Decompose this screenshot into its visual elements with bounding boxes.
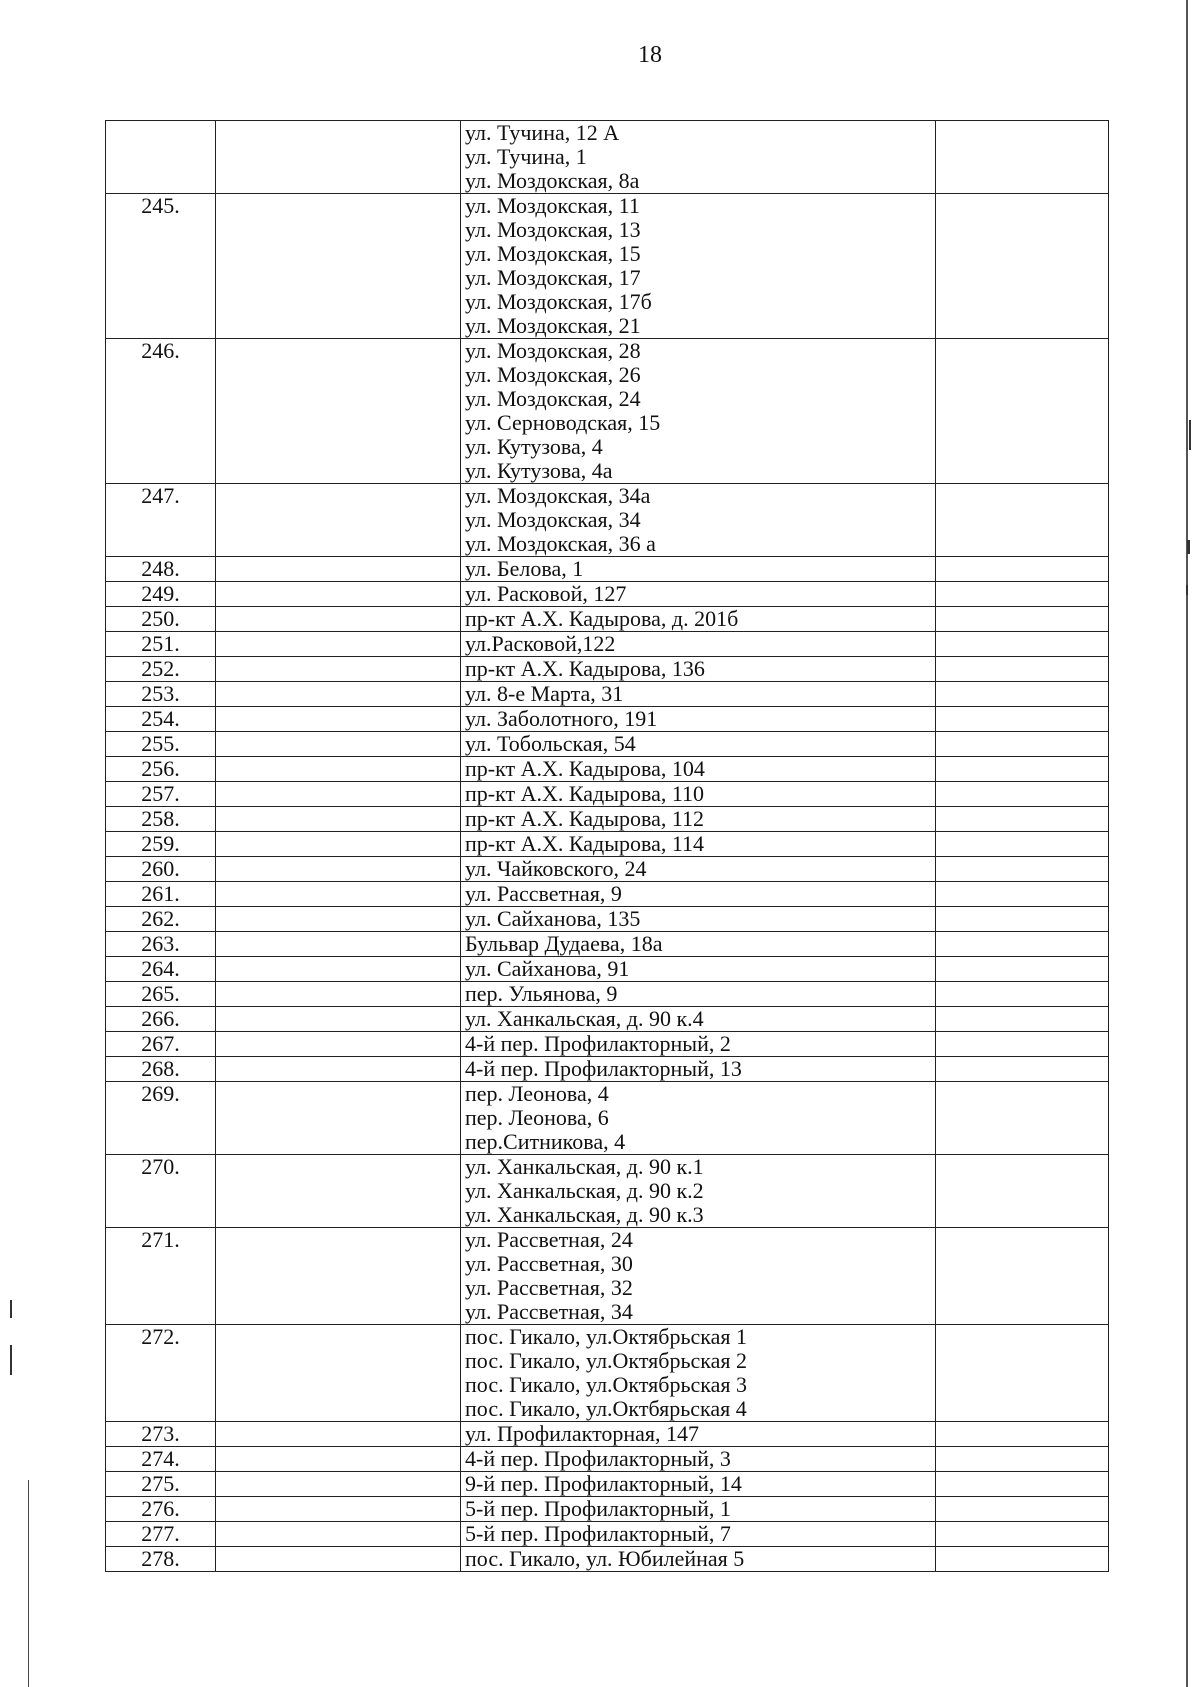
address-cell — [461, 1547, 936, 1572]
address-cell — [461, 1447, 936, 1472]
empty-cell — [216, 732, 461, 757]
address-cell — [461, 832, 936, 857]
address-line: ул. Ханкальская, д. 90 к.3 — [465, 1202, 704, 1227]
address-cell — [461, 957, 936, 982]
empty-cell — [936, 121, 1109, 194]
empty-cell — [936, 882, 1109, 907]
table-row — [106, 1522, 1109, 1547]
row-number: 264. — [106, 957, 216, 982]
row-number: 249. — [106, 582, 216, 607]
address-line: ул. Моздокская, 21 — [465, 313, 641, 338]
address-line: ул. Рассветная, 32 — [465, 1275, 633, 1300]
address-cell — [461, 1522, 936, 1547]
address-cell — [461, 1422, 936, 1447]
table-row — [106, 1547, 1109, 1572]
address-line: ул. Рассветная, 9 — [465, 881, 622, 906]
empty-cell — [216, 1447, 461, 1472]
address-line: ул.Расковой,122 — [465, 631, 616, 656]
table-row — [106, 907, 1109, 932]
address-table-body — [106, 121, 1109, 1572]
scan-speck — [1189, 420, 1191, 450]
table-row — [106, 1497, 1109, 1522]
table-row — [106, 682, 1109, 707]
address-line: ул. Моздокская, 17б — [465, 289, 652, 314]
address-line: ул. Сайханова, 91 — [465, 956, 630, 981]
table-row — [106, 339, 1109, 484]
empty-cell — [936, 632, 1109, 657]
row-number: 253. — [106, 682, 216, 707]
empty-cell — [936, 782, 1109, 807]
address-cell — [461, 1155, 936, 1228]
empty-cell — [936, 957, 1109, 982]
address-line: 4-й пер. Профилакторный, 13 — [465, 1056, 742, 1081]
empty-cell — [936, 857, 1109, 882]
address-cell — [461, 1032, 936, 1057]
address-cell — [461, 882, 936, 907]
empty-cell — [216, 607, 461, 632]
empty-cell — [216, 632, 461, 657]
address-line: ул. Ханкальская, д. 90 к.4 — [465, 1006, 704, 1031]
row-number: 248. — [106, 557, 216, 582]
table-row — [106, 632, 1109, 657]
empty-cell — [216, 857, 461, 882]
empty-cell — [216, 882, 461, 907]
row-number: 250. — [106, 607, 216, 632]
row-number: 252. — [106, 657, 216, 682]
table-row — [106, 1057, 1109, 1082]
address-line: пер.Ситникова, 4 — [465, 1129, 626, 1154]
address-line: ул. Серноводская, 15 — [465, 410, 661, 435]
address-line: ул. Тучина, 1 — [465, 144, 587, 169]
table-row — [106, 1447, 1109, 1472]
address-line: ул. Моздокская, 26 — [465, 362, 641, 387]
row-number: 260. — [106, 857, 216, 882]
scan-speck — [10, 1300, 12, 1318]
empty-cell — [936, 707, 1109, 732]
empty-cell — [216, 339, 461, 484]
table-row — [106, 757, 1109, 782]
empty-cell — [936, 1447, 1109, 1472]
address-cell — [461, 339, 936, 484]
row-number: 270. — [106, 1155, 216, 1228]
empty-cell — [216, 1497, 461, 1522]
empty-cell — [216, 1032, 461, 1057]
empty-cell — [216, 682, 461, 707]
row-number — [106, 121, 216, 194]
empty-cell — [936, 1032, 1109, 1057]
address-line: пр-кт А.Х. Кадырова, 110 — [465, 781, 705, 806]
address-cell — [461, 1228, 936, 1325]
empty-cell — [216, 1057, 461, 1082]
row-number: 262. — [106, 907, 216, 932]
empty-cell — [936, 557, 1109, 582]
empty-cell — [936, 757, 1109, 782]
address-line: 5-й пер. Профилакторный, 7 — [465, 1521, 731, 1546]
address-table — [105, 120, 1109, 1572]
address-cell — [461, 1325, 936, 1422]
table-row — [106, 882, 1109, 907]
empty-cell — [936, 607, 1109, 632]
empty-cell — [936, 1228, 1109, 1325]
address-line: ул. Чайковского, 24 — [465, 856, 647, 881]
empty-cell — [936, 1422, 1109, 1447]
table-row — [106, 957, 1109, 982]
address-line: ул. Моздокская, 34 — [465, 507, 641, 532]
row-number: 251. — [106, 632, 216, 657]
address-line: пос. Гикало, ул.Октябрьская 1 — [465, 1324, 748, 1349]
empty-cell — [936, 1007, 1109, 1032]
empty-cell — [216, 957, 461, 982]
address-cell — [461, 732, 936, 757]
row-number: 246. — [106, 339, 216, 484]
row-number: 247. — [106, 484, 216, 557]
row-number: 263. — [106, 932, 216, 957]
address-line: Бульвар Дудаева, 18а — [465, 931, 663, 956]
address-line: 5-й пер. Профилакторный, 1 — [465, 1496, 731, 1521]
table-row — [106, 121, 1109, 194]
address-cell — [461, 632, 936, 657]
address-line: ул. Тучина, 12 А — [465, 120, 620, 145]
address-cell — [461, 607, 936, 632]
address-line: 4-й пер. Профилакторный, 3 — [465, 1446, 731, 1471]
empty-cell — [936, 832, 1109, 857]
row-number: 271. — [106, 1228, 216, 1325]
empty-cell — [216, 782, 461, 807]
address-cell — [461, 982, 936, 1007]
address-line: 4-й пер. Профилакторный, 2 — [465, 1031, 731, 1056]
address-line: ул. Ханкальская, д. 90 к.1 — [465, 1154, 704, 1179]
address-line: ул. Моздокская, 13 — [465, 217, 641, 242]
address-line: ул. Моздокская, 15 — [465, 241, 641, 266]
address-cell — [461, 807, 936, 832]
table-row — [106, 1007, 1109, 1032]
address-line: пос. Гикало, ул.Октбярьская 4 — [465, 1396, 747, 1421]
address-cell — [461, 1472, 936, 1497]
address-line: пр-кт А.Х. Кадырова, д. 201б — [465, 606, 739, 631]
table-row — [106, 707, 1109, 732]
row-number: 267. — [106, 1032, 216, 1057]
address-cell — [461, 682, 936, 707]
address-cell — [461, 121, 936, 194]
empty-cell — [936, 1155, 1109, 1228]
empty-cell — [216, 832, 461, 857]
empty-cell — [216, 757, 461, 782]
empty-cell — [936, 1522, 1109, 1547]
address-cell — [461, 857, 936, 882]
row-number: 276. — [106, 1497, 216, 1522]
address-cell — [461, 194, 936, 339]
empty-cell — [216, 707, 461, 732]
scan-speck — [1186, 585, 1188, 595]
table-row — [106, 732, 1109, 757]
table-row — [106, 807, 1109, 832]
row-number: 269. — [106, 1082, 216, 1155]
address-cell — [461, 1007, 936, 1032]
empty-cell — [936, 1325, 1109, 1422]
scan-speck — [10, 1345, 12, 1375]
empty-cell — [216, 1325, 461, 1422]
address-line: ул. Моздокская, 36 а — [465, 531, 656, 556]
address-cell — [461, 707, 936, 732]
empty-cell — [216, 557, 461, 582]
row-number: 255. — [106, 732, 216, 757]
address-cell — [461, 1497, 936, 1522]
empty-cell — [216, 1155, 461, 1228]
address-cell — [461, 932, 936, 957]
empty-cell — [936, 484, 1109, 557]
address-line: ул. 8-е Марта, 31 — [465, 681, 624, 706]
address-line: ул. Моздокская, 34а — [465, 483, 651, 508]
empty-cell — [216, 1472, 461, 1497]
empty-cell — [216, 1228, 461, 1325]
table-row — [106, 782, 1109, 807]
empty-cell — [936, 339, 1109, 484]
empty-cell — [936, 1057, 1109, 1082]
address-cell — [461, 1057, 936, 1082]
empty-cell — [936, 582, 1109, 607]
address-line: ул. Сайханова, 135 — [465, 906, 641, 931]
empty-cell — [936, 907, 1109, 932]
table-row — [106, 857, 1109, 882]
table-row — [106, 1472, 1109, 1497]
row-number: 266. — [106, 1007, 216, 1032]
address-line: ул. Белова, 1 — [465, 556, 584, 581]
empty-cell — [216, 982, 461, 1007]
address-line: пр-кт А.Х. Кадырова, 104 — [465, 756, 705, 781]
address-line: ул. Тобольская, 54 — [465, 731, 636, 756]
row-number: 245. — [106, 194, 216, 339]
address-line: пер. Леонова, 4 — [465, 1081, 609, 1106]
row-number: 272. — [106, 1325, 216, 1422]
empty-cell — [216, 582, 461, 607]
row-number: 273. — [106, 1422, 216, 1447]
table-row — [106, 1325, 1109, 1422]
address-line: ул. Ханкальская, д. 90 к.2 — [465, 1178, 704, 1203]
address-line: пр-кт А.Х. Кадырова, 114 — [465, 831, 705, 856]
empty-cell — [216, 194, 461, 339]
table-row — [106, 982, 1109, 1007]
address-cell — [461, 582, 936, 607]
table-row — [106, 1155, 1109, 1228]
empty-cell — [216, 807, 461, 832]
table-row — [106, 194, 1109, 339]
empty-cell — [216, 1422, 461, 1447]
address-cell — [461, 782, 936, 807]
empty-cell — [936, 657, 1109, 682]
row-number: 275. — [106, 1472, 216, 1497]
empty-cell — [936, 1472, 1109, 1497]
table-row — [106, 557, 1109, 582]
scan-speck — [1187, 540, 1190, 554]
address-line: ул. Рассветная, 30 — [465, 1251, 633, 1276]
address-line: пер. Леонова, 6 — [465, 1105, 609, 1130]
table-row — [106, 832, 1109, 857]
page-number: 18 — [638, 42, 662, 68]
row-number: 274. — [106, 1447, 216, 1472]
table-row — [106, 1228, 1109, 1325]
address-line: ул. Рассветная, 24 — [465, 1227, 633, 1252]
address-line: пос. Гикало, ул. Юбилейная 5 — [465, 1546, 745, 1571]
table-row — [106, 657, 1109, 682]
address-line: пр-кт А.Х. Кадырова, 136 — [465, 656, 705, 681]
row-number: 261. — [106, 882, 216, 907]
empty-cell — [936, 932, 1109, 957]
address-cell — [461, 484, 936, 557]
table-row — [106, 607, 1109, 632]
address-line: ул. Моздокская, 8а — [465, 168, 640, 193]
address-line: ул. Расковой, 127 — [465, 581, 627, 606]
table-row — [106, 932, 1109, 957]
address-line: пер. Ульянова, 9 — [465, 981, 618, 1006]
table-row — [106, 484, 1109, 557]
empty-cell — [936, 1082, 1109, 1155]
row-number: 254. — [106, 707, 216, 732]
row-number: 256. — [106, 757, 216, 782]
table-row — [106, 1082, 1109, 1155]
address-cell — [461, 907, 936, 932]
address-line: ул. Профилакторная, 147 — [465, 1421, 700, 1446]
address-cell — [461, 1082, 936, 1155]
empty-cell — [216, 1547, 461, 1572]
empty-cell — [216, 121, 461, 194]
empty-cell — [216, 1082, 461, 1155]
row-number: 259. — [106, 832, 216, 857]
row-number: 265. — [106, 982, 216, 1007]
empty-cell — [936, 1547, 1109, 1572]
address-cell — [461, 657, 936, 682]
scan-edge-line — [28, 1480, 29, 1687]
row-number: 277. — [106, 1522, 216, 1547]
address-line: ул. Заболотного, 191 — [465, 706, 658, 731]
table-row — [106, 582, 1109, 607]
address-line: ул. Кутузова, 4а — [465, 458, 613, 483]
address-line: ул. Моздокская, 17 — [465, 265, 641, 290]
row-number: 278. — [106, 1547, 216, 1572]
empty-cell — [216, 1522, 461, 1547]
empty-cell — [936, 1497, 1109, 1522]
empty-cell — [216, 657, 461, 682]
address-line: пос. Гикало, ул.Октябрьская 3 — [465, 1372, 748, 1397]
empty-cell — [936, 982, 1109, 1007]
address-line: пр-кт А.Х. Кадырова, 112 — [465, 806, 705, 831]
row-number: 268. — [106, 1057, 216, 1082]
empty-cell — [216, 484, 461, 557]
address-line: ул. Моздокская, 11 — [465, 193, 640, 218]
address-line: ул. Кутузова, 4 — [465, 434, 603, 459]
address-line: ул. Моздокская, 24 — [465, 386, 641, 411]
row-number: 258. — [106, 807, 216, 832]
address-line: ул. Рассветная, 34 — [465, 1299, 633, 1324]
empty-cell — [936, 732, 1109, 757]
table-row — [106, 1422, 1109, 1447]
scan-edge-line — [1186, 0, 1188, 1687]
empty-cell — [216, 932, 461, 957]
address-cell — [461, 557, 936, 582]
empty-cell — [216, 907, 461, 932]
empty-cell — [216, 1007, 461, 1032]
address-line: ул. Моздокская, 28 — [465, 338, 641, 363]
address-line: 9-й пер. Профилакторный, 14 — [465, 1471, 742, 1496]
table-row — [106, 1032, 1109, 1057]
empty-cell — [936, 682, 1109, 707]
empty-cell — [936, 194, 1109, 339]
address-line: пос. Гикало, ул.Октябрьская 2 — [465, 1348, 748, 1373]
address-cell — [461, 757, 936, 782]
row-number: 257. — [106, 782, 216, 807]
empty-cell — [936, 807, 1109, 832]
